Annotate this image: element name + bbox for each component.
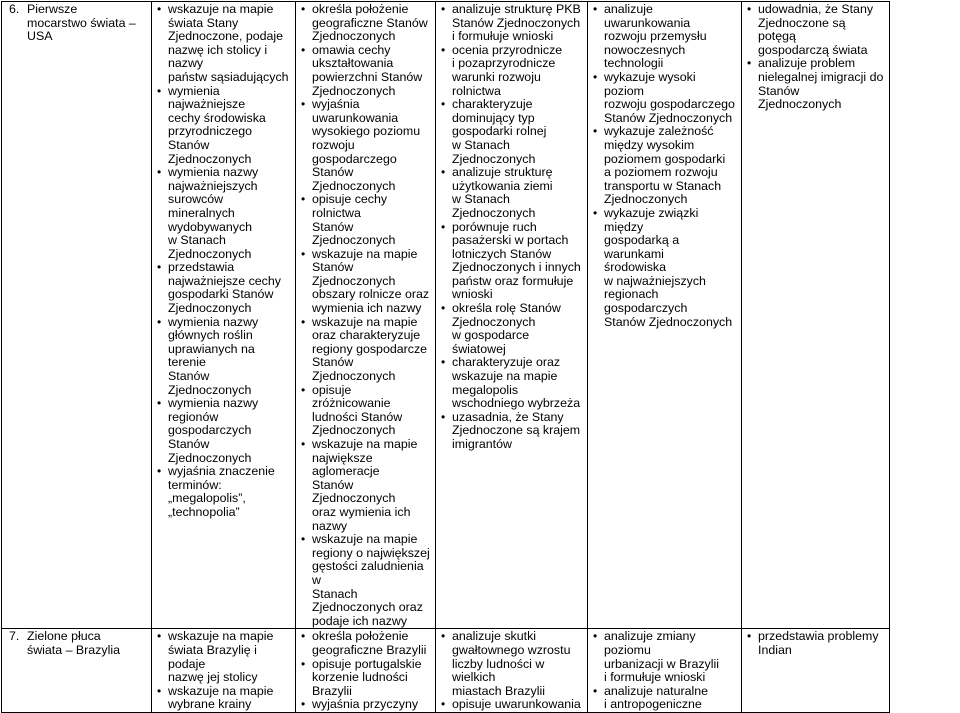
requirement-item: • określa rolę Stanów Zjednoczonych w gospodarce światowej xyxy=(439,302,584,356)
topic-title: Pierwsze mocarstwo świata – USA xyxy=(27,3,148,44)
requirement-item: • przedstawia problemy Indian xyxy=(745,630,886,657)
curriculum-table xyxy=(1,1,960,713)
requirement-item: • wskazuje na mapie świata Stany Zjednoczone, podaje nazwę ich stolicy i nazwy państw sąsiadujących xyxy=(155,3,292,85)
requirement-item: • wskazuje na mapie świata Brazylię i podaje nazwę jej stolicy xyxy=(155,630,292,684)
bullet-list xyxy=(591,3,738,329)
requirement-item: • analizuje skutki gwałtownego wzrostu liczby ludności w wielkich miastach Brazylii xyxy=(439,630,584,698)
topic-cell xyxy=(2,629,152,713)
requirement-item: • ocenia przyrodnicze i pozaprzyrodnicze warunki rozwoju rolnictwa xyxy=(439,44,584,98)
requirements-cell xyxy=(588,2,742,629)
requirement-item: • analizuje naturalne i antropogeniczne xyxy=(591,685,738,712)
requirement-item: • analizuje zmiany poziomu urbanizacji w Brazylii i formułuje wnioski xyxy=(591,630,738,684)
bullet-list xyxy=(439,3,584,452)
requirements-cell xyxy=(742,629,890,713)
bullet-list xyxy=(155,630,292,712)
bullet-list xyxy=(299,630,432,712)
requirement-item: • wykazuje wysoki poziom rozwoju gospodarczego Stanów Zjednoczonych xyxy=(591,71,738,125)
topic-number: 6. xyxy=(5,3,27,44)
requirement-item: • wskazuje na mapie Stanów Zjednoczonych obszary rolnicze oraz wymienia ich nazwy xyxy=(299,248,432,316)
requirement-item: • opisuje zróżnicowanie ludności Stanów Zjednoczonych xyxy=(299,384,432,438)
requirement-item: • wskazuje na mapie największe aglomeracje Stanów Zjednoczonych oraz wymienia ich nazwy xyxy=(299,438,432,533)
bullet-list xyxy=(745,3,886,112)
requirement-item: • wykazuje zależność między wysokim poziomem gospodarki a poziomem rozwoju transportu w Stanach Zjednoczonych xyxy=(591,125,738,207)
requirement-item: • określa położenie geograficzne Brazylii xyxy=(299,630,432,657)
requirement-item: • wyjaśnia znaczenie terminów: „megalopolis”, „technopolia” xyxy=(155,465,292,519)
topic-number: 7. xyxy=(5,630,27,657)
requirement-item: • analizuje problem nielegalnej imigracji do Stanów Zjednoczonych xyxy=(745,57,886,111)
requirements-cell xyxy=(436,629,588,713)
topic-cell xyxy=(2,2,152,629)
requirements-cell xyxy=(296,2,436,629)
requirement-item: • wykazuje związki między gospodarką a warunkami środowiska w najważniejszych regionach gospodarczych Stanów Zjednoczonych xyxy=(591,207,738,329)
bullet-list xyxy=(299,3,432,628)
requirements-cell xyxy=(436,2,588,629)
requirements-cell xyxy=(152,629,296,713)
requirement-item: • wyjaśnia uwarunkowania wysokiego poziomu rozwoju gospodarczego Stanów Zjednoczonych xyxy=(299,98,432,193)
requirement-item: • przedstawia najważniejsze cechy gospodarki Stanów Zjednoczonych xyxy=(155,261,292,315)
requirements-cell xyxy=(742,2,890,629)
requirement-item: • analizuje strukturę PKB Stanów Zjednoczonych i formułuje wnioski xyxy=(439,3,584,44)
requirement-item: • wskazuje na mapie oraz charakteryzuje regiony gospodarcze Stanów Zjednoczonych xyxy=(299,316,432,384)
requirement-item: • wskazuje na mapie wybrane krainy xyxy=(155,685,292,712)
requirement-item: • opisuje portugalskie korzenie ludności Brazylii xyxy=(299,658,432,699)
requirement-item: • opisuje uwarunkowania xyxy=(439,698,584,712)
requirement-item: • opisuje cechy rolnictwa Stanów Zjednoczonych xyxy=(299,193,432,247)
requirements-cell xyxy=(152,2,296,629)
requirements-cell xyxy=(296,629,436,713)
requirement-item: • wyjaśnia przyczyny xyxy=(299,698,432,712)
requirement-item: • porównuje ruch pasażerski w portach lotniczych Stanów Zjednoczonych i innych państw oraz formułuje wnioski xyxy=(439,221,584,303)
requirement-item: • charakteryzuje oraz wskazuje na mapie megalopolis wschodniego wybrzeża xyxy=(439,356,584,410)
bullet-list xyxy=(591,630,738,712)
table-row xyxy=(2,2,960,629)
bullet-list xyxy=(439,630,584,712)
requirement-item: • uzasadnia, że Stany Zjednoczone są krajem imigrantów xyxy=(439,411,584,452)
requirement-item: • charakteryzuje dominujący typ gospodarki rolnej w Stanach Zjednoczonych xyxy=(439,98,584,166)
requirement-item: • analizuje uwarunkowania rozwoju przemysłu nowoczesnych technologii xyxy=(591,3,738,71)
table-row xyxy=(2,629,960,713)
requirements-cell xyxy=(588,629,742,713)
requirement-item: • omawia cechy ukształtowania powierzchni Stanów Zjednoczonych xyxy=(299,44,432,98)
requirement-item: • udowadnia, że Stany Zjednoczone są potęgą gospodarczą świata xyxy=(745,3,886,57)
requirement-item: • wskazuje na mapie regiony o największej gęstości zaludnienia w Stanach Zjednoczonych oraz podaje ich nazwy xyxy=(299,533,432,628)
requirement-item: • określa położenie geograficzne Stanów Zjednoczonych xyxy=(299,3,432,44)
topic-title: Zielone płuca świata – Brazylia xyxy=(27,630,148,657)
requirement-item: • wymienia najważniejsze cechy środowiska przyrodniczego Stanów Zjednoczonych xyxy=(155,85,292,167)
requirement-item: • analizuje strukturę użytkowania ziemi w Stanach Zjednoczonych xyxy=(439,166,584,220)
requirement-item: • wymienia nazwy regionów gospodarczych Stanów Zjednoczonych xyxy=(155,397,292,465)
bullet-list xyxy=(745,630,886,657)
requirement-item: • wymienia nazwy głównych roślin uprawianych na terenie Stanów Zjednoczonych xyxy=(155,316,292,398)
requirement-item: • wymienia nazwy najważniejszych surowców mineralnych wydobywanych w Stanach Zjednoczonych xyxy=(155,166,292,261)
bullet-list xyxy=(155,3,292,520)
